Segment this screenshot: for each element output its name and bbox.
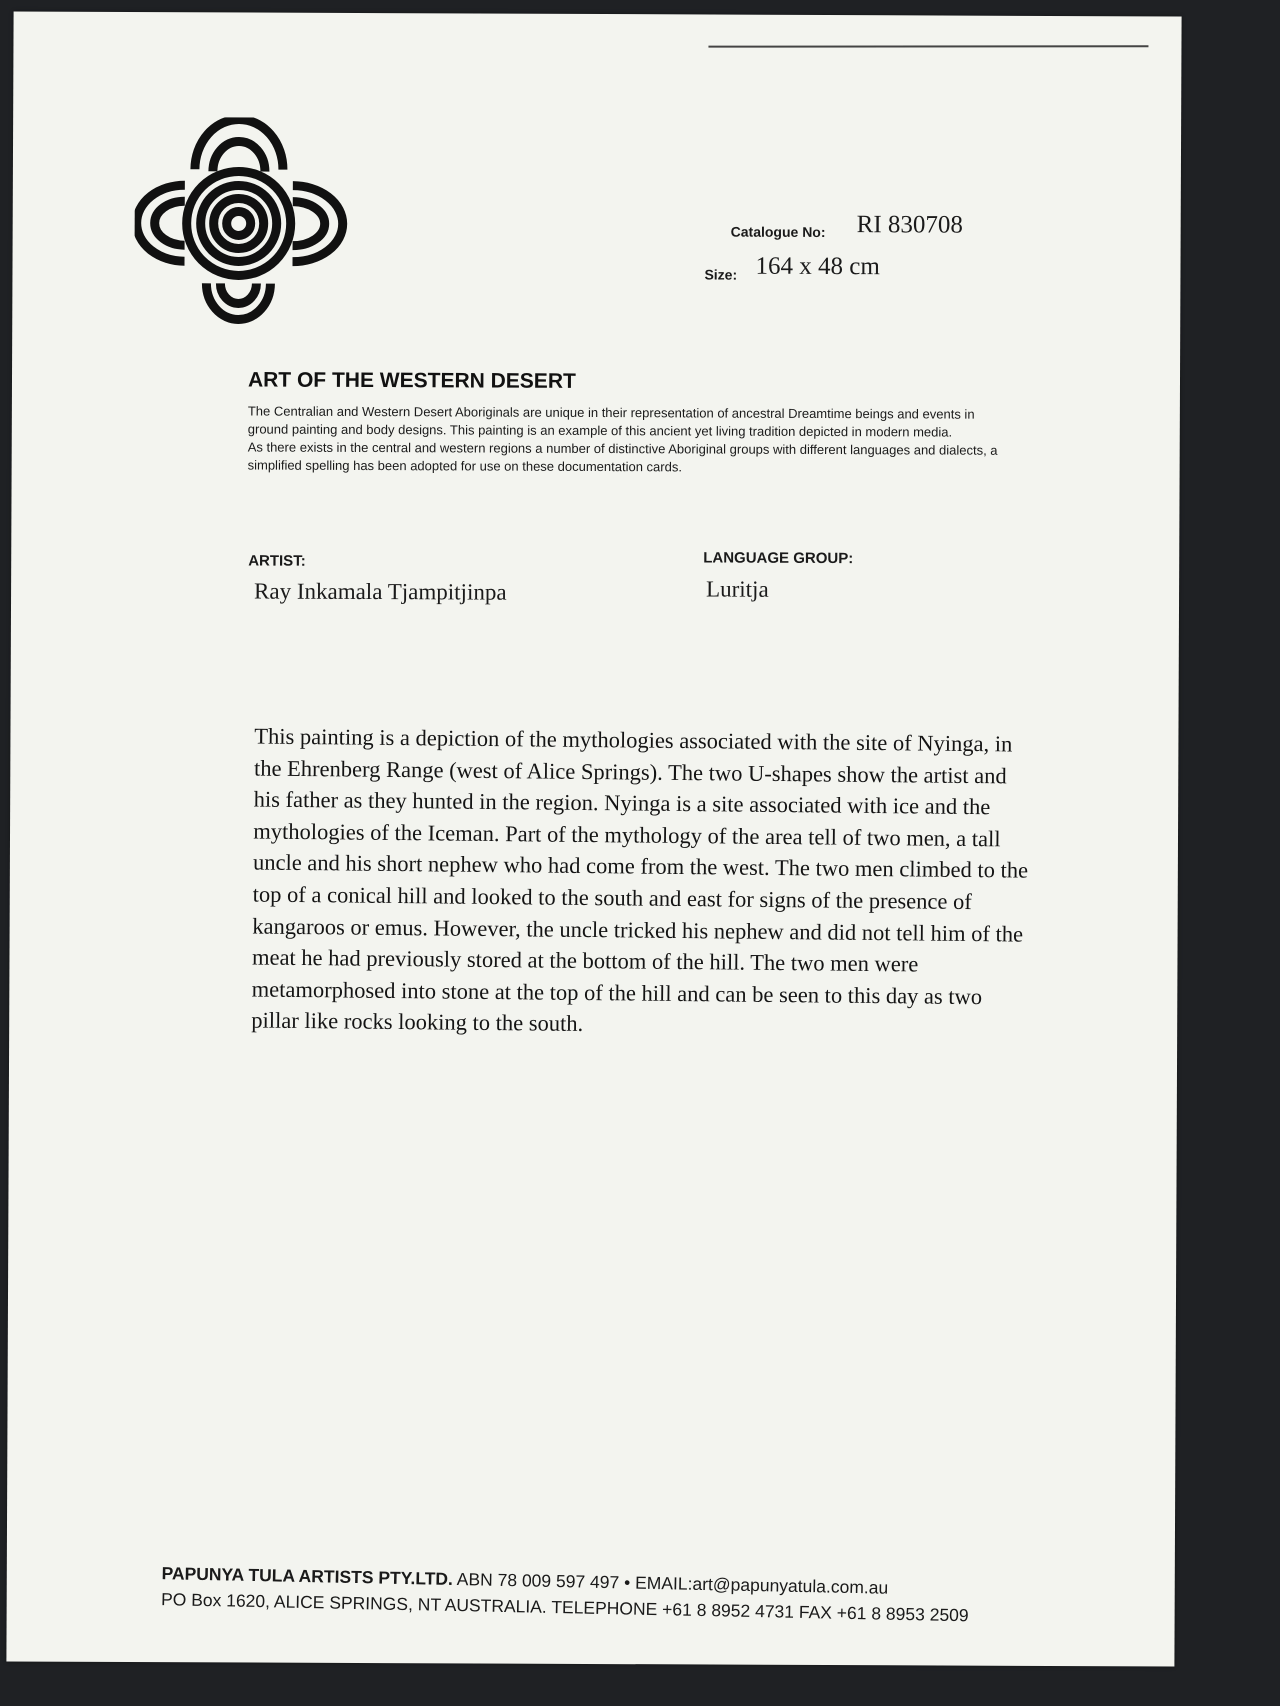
footer (161, 1560, 1122, 1631)
concentric-circles-logo-icon (134, 117, 367, 328)
footer-contact: ABN 78 009 597 497 • EMAIL:art@papunyatula.com.au (452, 1568, 889, 1598)
intro-paragraph-1: The Centralian and Western Desert Aboriginals are unique in their representation of ancestral Dreamtime beings and events in ground painting and body designs. This painting is an example of this ancient yet living tradition depicted in modern media. (247, 403, 975, 440)
catalogue-number-value: RI 830708 (856, 211, 963, 239)
language-group-value: Luritja (706, 576, 769, 602)
size-label: Size: (704, 266, 738, 283)
intro-text (248, 402, 1008, 477)
documentation-card (6, 11, 1181, 1666)
footer-address: PO Box 1620, ALICE SPRINGS, NT AUSTRALIA. TELEPHONE +61 8 8952 4731 FAX +61 8 8953 2509 (160, 1589, 969, 1626)
top-rule-line (708, 45, 1148, 47)
artist-name: Ray Inkamala Tjampitjinpa (254, 578, 507, 605)
artist-label: ARTIST: (248, 552, 306, 570)
catalogue-number-label: Catalogue No: (730, 223, 826, 241)
footer-company-name: PAPUNYA TULA ARTISTS PTY.LTD. (161, 1563, 454, 1589)
document-heading: ART OF THE WESTERN DESERT (247, 368, 576, 393)
intro-paragraph-2: As there exists in the central and western regions a number of distinctive Aboriginal groups with different languages and dialects, a simplified spelling has been adopted for use on these documentation cards. (247, 439, 998, 475)
size-value: 164 x 48 cm (755, 252, 880, 281)
painting-story-text: This painting is a depiction of the mythologies associated with the site of Nyinga, in the Ehrenberg Range (west of Alice Springs). The two U-shapes show the artist and his father as they hunted in the region. Nyinga is a site associated with ice and the mythologies of the Iceman. Part of the mythology of the area tell of two men, a tall uncle and his short nephew who had come from the west. The two men climbed to the top of a conical hill and looked to the south and east for signs of the presence of kangaroos or emus. However, the uncle tricked his nephew and did not tell him of the meat he had previously stored at the bottom of the hill. The two men were metamorphosed into stone at the top of the hill and can be seen to this day as two pillar like rocks looking to the south. (251, 723, 1029, 1037)
language-group-label: LANGUAGE GROUP: (703, 549, 854, 568)
